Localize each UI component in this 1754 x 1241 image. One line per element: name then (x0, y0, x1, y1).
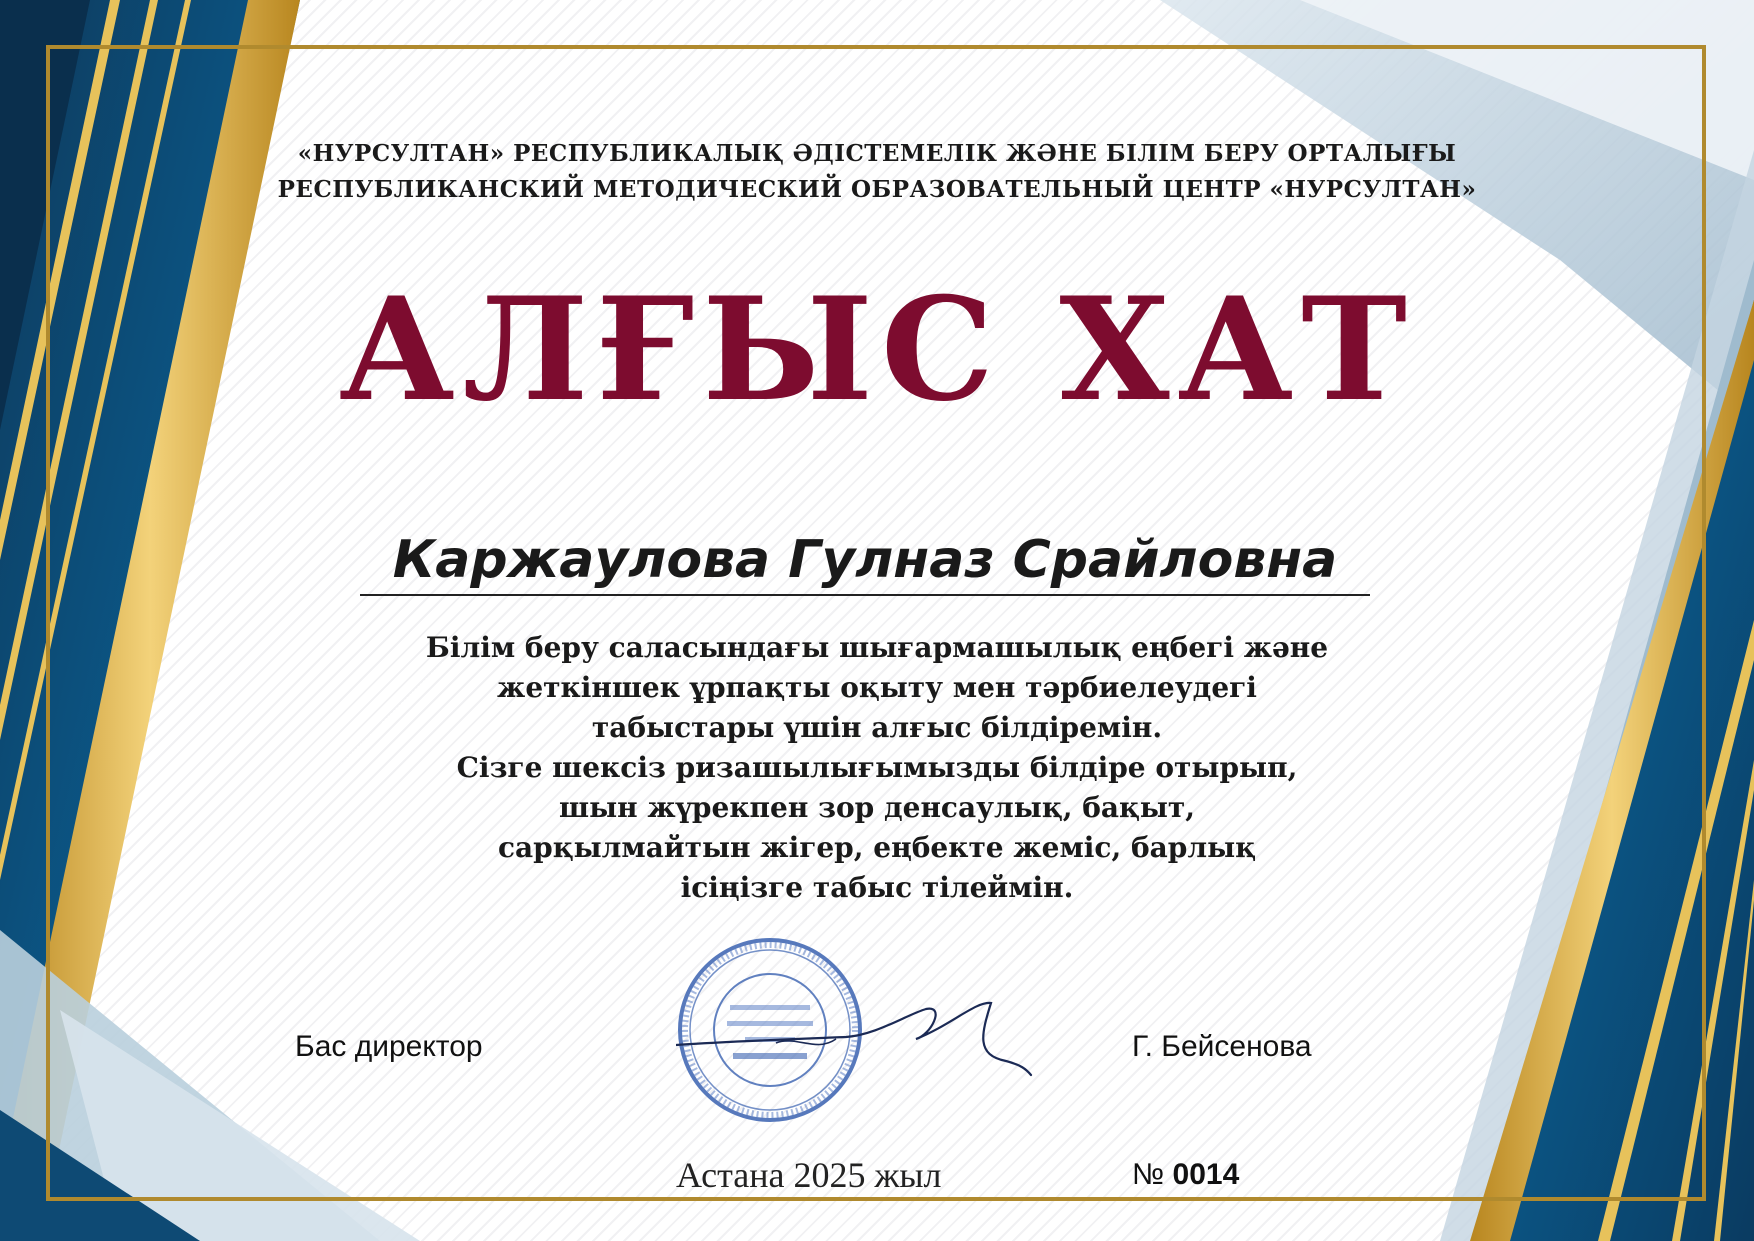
message-line: сарқылмайтын жігер, еңбекте жеміс, барлық (497, 831, 1257, 864)
signature-scribble (676, 995, 1046, 1080)
certificate-number (1132, 1158, 1239, 1192)
message-line: Сізге шексіз ризашылығымызды білдіре отырып, (456, 751, 1298, 784)
header (250, 136, 1504, 208)
message-line: жеткіншек ұрпақты оқыту мен тәрбиелеудегі (497, 671, 1257, 704)
message-line: табыстары үшін алғыс білдіремін. (591, 711, 1163, 744)
number-value: 0014 (1172, 1158, 1240, 1191)
header-line-russian: РЕСПУБЛИКАНСКИЙ МЕТОДИЧЕСКИЙ ОБРАЗОВАТЕЛЬНЫЙ ЦЕНТР «НУРСУЛТАН» (277, 176, 1477, 203)
message-line: шын жүрекпен зор денсаулық, бақыт, (558, 791, 1196, 824)
message (320, 628, 1434, 908)
header-line-kazakh: «НУРСУЛТАН» РЕСПУБЛИКАЛЫҚ ӘДІСТЕМЕЛІК ЖӘНЕ БІЛІМ БЕРУ ОРТАЛЫҒЫ (297, 140, 1457, 167)
message-line: Білім беру саласындағы шығармашылық еңбегі және (425, 631, 1329, 664)
director-name: Г. Бейсенова (1132, 1030, 1312, 1063)
certificate-title: АЛҒЫС ХАТ (339, 267, 1415, 433)
message-line: ісіңізге табыс тілеймін. (680, 871, 1074, 904)
place-year: Астана 2025 жыл (676, 1155, 942, 1195)
recipient-name: Каржаулова Гулназ Срайловна (360, 528, 1370, 596)
number-prefix: № (1132, 1158, 1173, 1191)
recipient (360, 528, 1370, 596)
director-title: Бас директор (295, 1030, 483, 1063)
